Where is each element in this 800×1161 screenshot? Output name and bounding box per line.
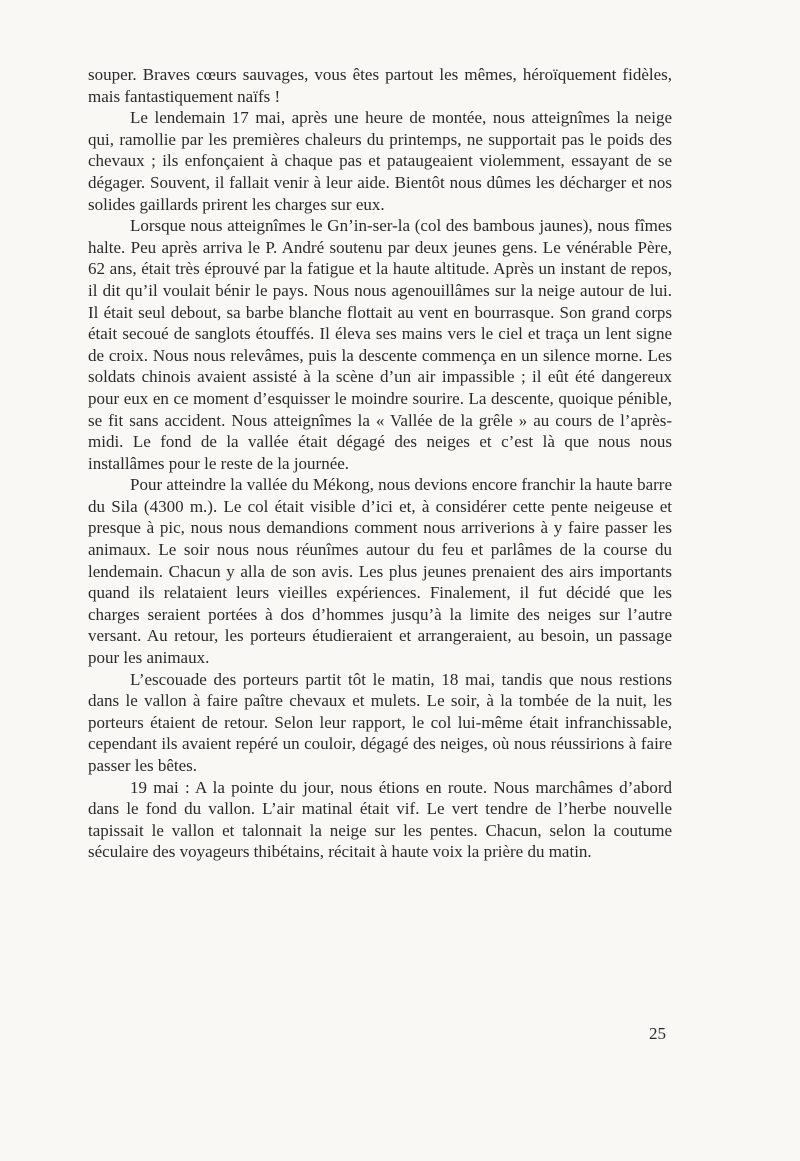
- body-text: [88, 64, 672, 863]
- paragraph-2: Le lendemain 17 mai, après une heure de montée, nous atteignîmes la neige qui, ramollie par les premières chaleurs du printemps, ne supportait pas le poids des chevaux ; ils enfonçaient à chaque pas et pataugeaient violemment, essayant de se dégager. Souvent, il fallait venir à leur aide. Bientôt nous dûmes les décharger et nos solides gaillards prirent les charges sur eux.: [88, 108, 672, 214]
- paragraph-5: L’escouade des porteurs partit tôt le matin, 18 mai, tandis que nous restions dans le vallon à faire paître chevaux et mulets. Le soir, à la tombée de la nuit, les porteurs étaient de retour. Selon leur rapport, le col lui-même était infranchissable, cependant ils avaient repéré un couloir, dégagé des neiges, où nous réussirions à faire passer les bêtes.: [88, 669, 672, 775]
- paragraph-3: Lorsque nous atteignîmes le Gn’in-ser-la (col des bambous jaunes), nous fîmes halte. Peu après arriva le P. André soutenu par deux jeunes gens. Le vénérable Père, 62 ans, était très éprouvé par la fatigue et la haute altitude. Après un instant de repos, il dit qu’il voulait bénir le pays. Nous nous agenouillâmes sur la neige autour de lui. Il était seul debout, sa barbe blanche flottait au vent en bourrasque. Son grand corps était secoué de sanglots étouffés. Il éleva ses mains vers le ciel et traça un lent signe de croix. Nous nous relevâmes, puis la descente commença en un silence morne. Les soldats chinois avaient assisté à la scène d’un air impassible ; il eût été dangereux pour eux en ce moment d’esquisser le moindre sourire. La descente, quoique pénible, se fit sans accident. Nous atteignîmes la « Vallée de la grêle » au cours de l’après-midi. Le fond de la vallée était dégagé des neiges et c’est là que nous nous installâmes pour le reste de la journée.: [88, 216, 672, 473]
- page-number: 25: [649, 1024, 666, 1043]
- paragraph-4: Pour atteindre la vallée du Mékong, nous devions encore franchir la haute barre du Sila (4300 m.). Le col était visible d’ici et, à considérer cette pente neigeuse et presque à pic, nous nous demandions comment nous arriverions à y faire passer les animaux. Le soir nous nous réunîmes autour du feu et parlâmes de la course du lendemain. Chacun y alla de son avis. Les plus jeunes prenaient des airs importants quand ils relataient leurs vieilles expériences. Finalement, il fut décidé que les charges seraient portées à dos d’hommes jusqu’à la limite des neiges sur l’autre versant. Au retour, les porteurs étudieraient et arrangeraient, au besoin, un passage pour les animaux.: [88, 475, 672, 668]
- paragraph-6: 19 mai : A la pointe du jour, nous étions en route. Nous marchâmes d’abord dans le fond du vallon. L’air matinal était vif. Le vert tendre de l’herbe nouvelle tapissait le vallon et talonnait la neige sur les pentes. Chacun, selon la coutume séculaire des voyageurs thibétains, récitait à haute voix la prière du matin.: [88, 777, 672, 862]
- paragraph-1: souper. Braves cœurs sauvages, vous êtes partout les mêmes, héroïquement fidèles, mais fantastiquement naïfs !: [88, 65, 672, 106]
